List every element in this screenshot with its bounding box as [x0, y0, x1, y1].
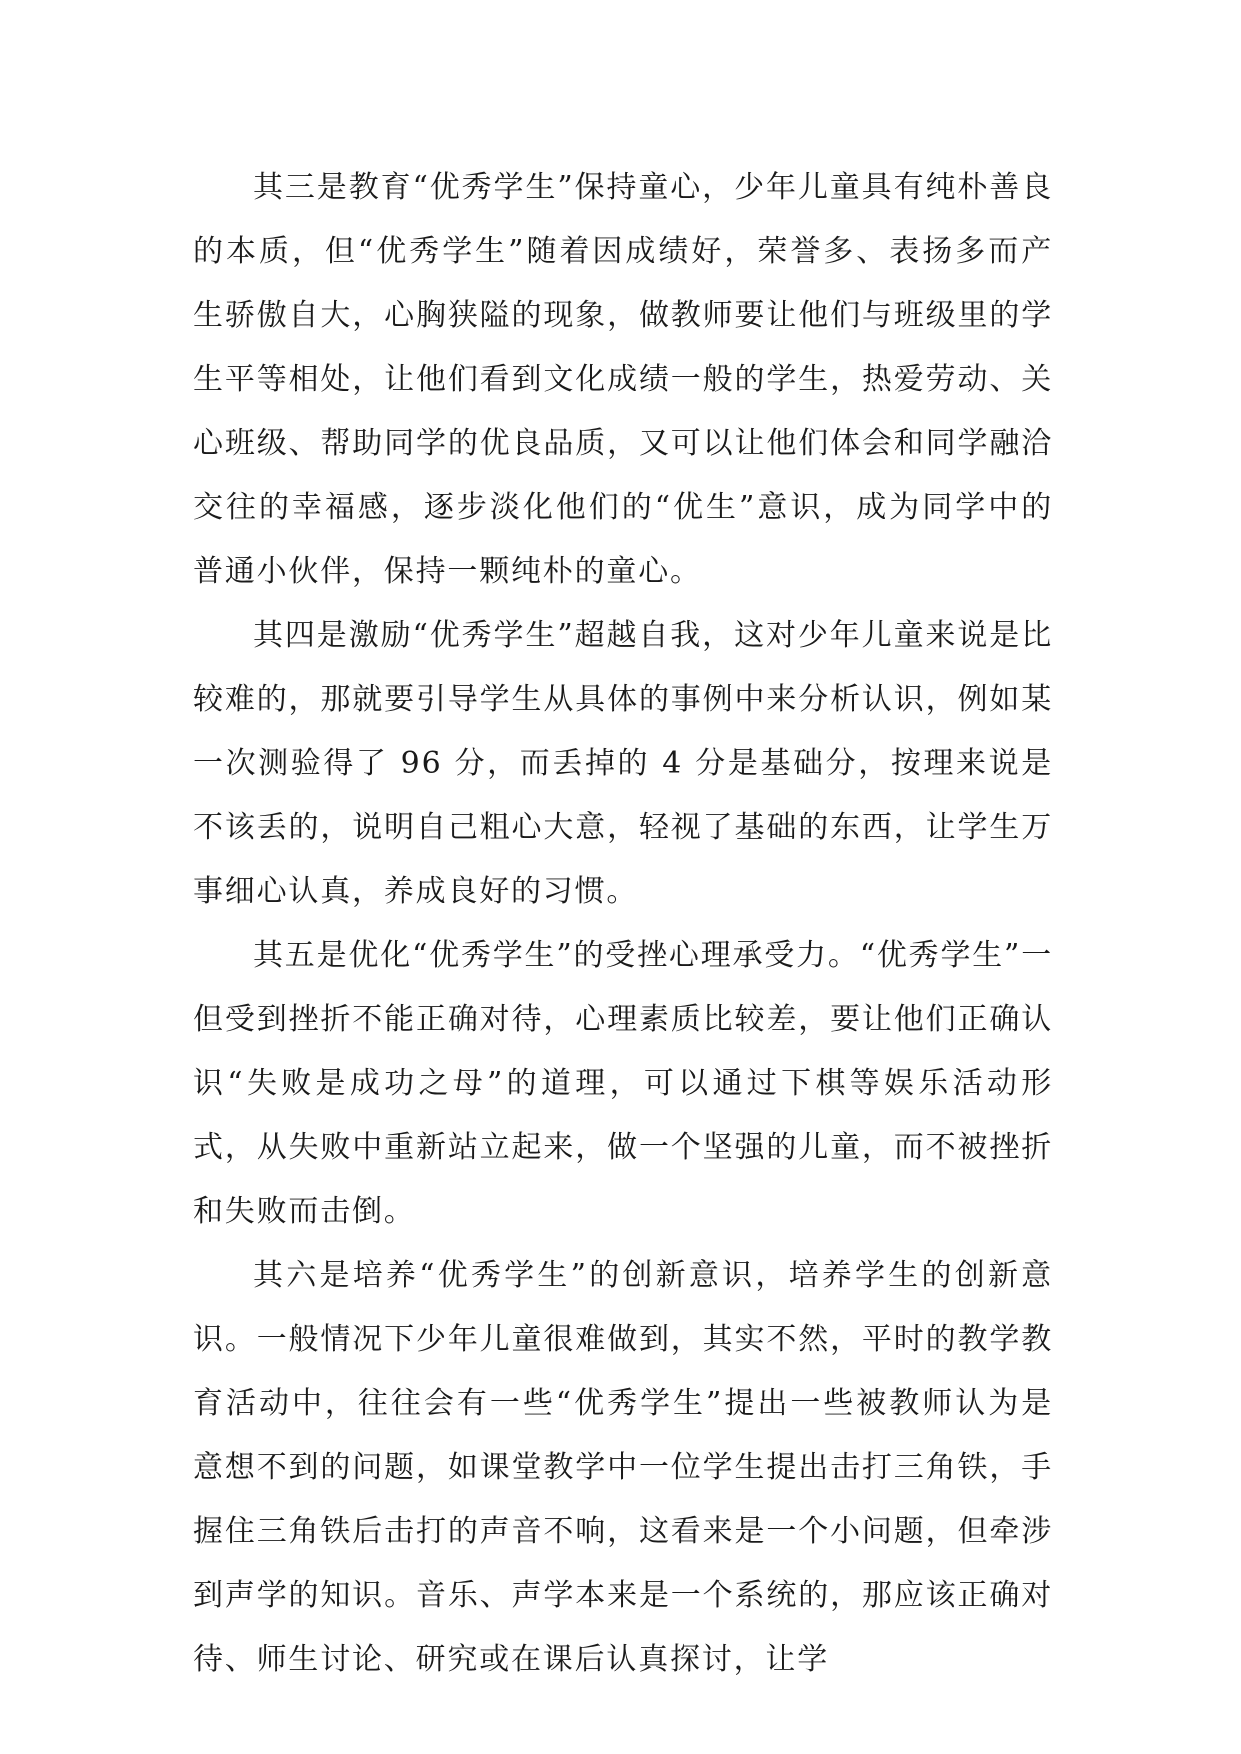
paragraph-5: 其五是优化“优秀学生”的受挫心理承受力。“优秀学生”一但受到挫折不能正确对待，心理素质比较差，要让他们正确认识“失败是成功之母”的道理，可以通过下棋等娱乐活动形式，从失败中重新站立起来，做一个坚强的儿童，而不被挫折和失败而击倒。 — [193, 938, 1053, 1229]
paragraph-6: 其六是培养“优秀学生”的创新意识，培养学生的创新意识。一般情况下少年儿童很难做到，其实不然，平时的教学教育活动中，往往会有一些“优秀学生”提出一些被教师认为是意想不到的问题，如课堂教学中一位学生提出击打三角铁，手握住三角铁后击打的声音不响，这看来是一个小问题，但牵涉到声学的知识。音乐、声学本来是一个系统的，那应该正确对待、师生讨论、研究或在课后认真探讨，让学 — [193, 1258, 1053, 1677]
document-body — [193, 156, 1053, 1692]
paragraph-3: 其三是教育“优秀学生”保持童心，少年儿童具有纯朴善良的本质，但“优秀学生”随着因成绩好，荣誉多、表扬多而产生骄傲自大，心胸狭隘的现象，做教师要让他们与班级里的学生平等相处，让他们看到文化成绩一般的学生，热爱劳动、关心班级、帮助同学的优良品质，又可以让他们体会和同学融洽交往的幸福感，逐步淡化他们的“优生”意识，成为同学中的普通小伙伴，保持一颗纯朴的童心。 — [193, 170, 1053, 589]
paragraph-4: 其四是激励“优秀学生”超越自我，这对少年儿童来说是比较难的，那就要引导学生从具体的事例中来分析认识，例如某一次测验得了 96 分，而丢掉的 4 分是基础分，按理来说是不该丢的，说明自己粗心大意，轻视了基础的东西，让学生万事细心认真，养成良好的习惯。 — [193, 618, 1053, 909]
